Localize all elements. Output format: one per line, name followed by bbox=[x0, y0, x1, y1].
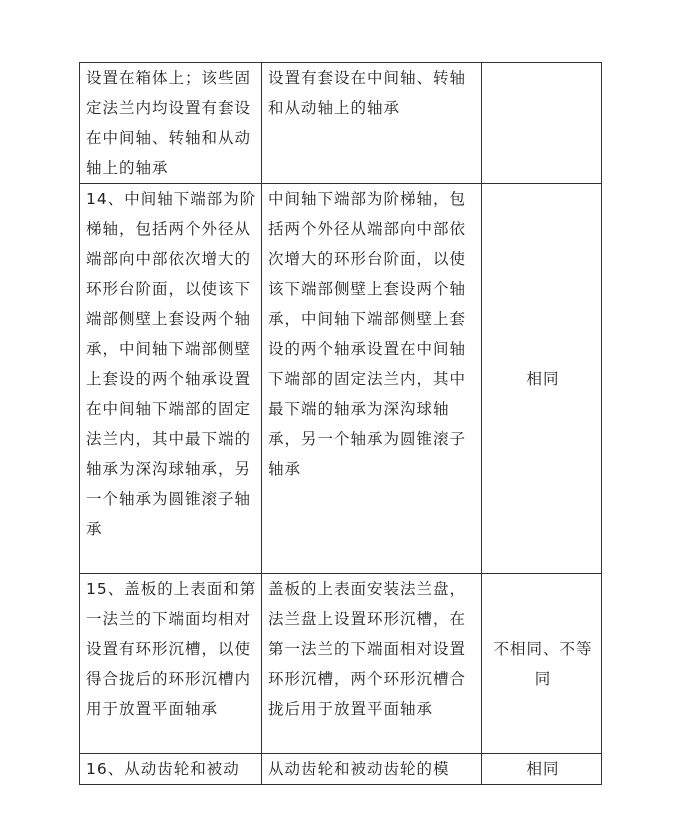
reference-text: 设置有套设在中间轴、转轴和从动轴上的轴承 bbox=[268, 69, 467, 117]
result-text: 不相同、不等同 bbox=[493, 639, 593, 688]
reference-text: 盖板的上表面安装法兰盘，法兰盘上设置环形沉槽，在第一法兰的下端面相对设置环形沉槽，两个环形沉槽合拢后用于放置平面轴承 bbox=[268, 580, 467, 718]
table-row bbox=[80, 63, 602, 184]
result-cell bbox=[482, 63, 602, 184]
reference-cell bbox=[262, 754, 482, 785]
claim-text: 设置在箱体上；该些固定法兰内均设置有套设在中间轴、转轴和从动轴上的轴承 bbox=[86, 69, 252, 177]
result-text: 相同 bbox=[526, 760, 560, 778]
claim-cell bbox=[80, 574, 262, 754]
claim-text: 14、中间轴下端部为阶梯轴，包括两个外径从端部向中部依次增大的环形台阶面，以使该下端部侧壁上套设两个轴承，中间轴下端部侧壁上套设的两个轴承设置在中间轴下端部的固定法兰内，其中最下端的轴承为深沟球轴承，另一个轴承为圆锥滚子轴承 bbox=[86, 190, 257, 538]
reference-cell bbox=[262, 574, 482, 754]
result-cell bbox=[482, 184, 602, 574]
result-cell bbox=[482, 574, 602, 754]
claim-cell bbox=[80, 184, 262, 574]
result-text: 相同 bbox=[526, 369, 560, 388]
claim-cell bbox=[80, 754, 262, 785]
result-cell bbox=[482, 754, 602, 785]
table-row bbox=[80, 184, 602, 574]
claim-text: 15、盖板的上表面和第一法兰的下端面均相对设置有环形沉槽，以使得合拢后的环形沉槽内用于放置平面轴承 bbox=[86, 580, 257, 718]
table-row bbox=[80, 574, 602, 754]
claim-cell bbox=[80, 63, 262, 184]
reference-text: 中间轴下端部为阶梯轴，包括两个外径从端部向中部依次增大的环形台阶面，以使该下端部侧壁上套设两个轴承，中间轴下端部侧壁上套设的两个轴承设置在中间轴下端部的固定法兰内，其中最下端的轴承为深沟球轴承，另一个轴承为圆锥滚子轴承 bbox=[268, 190, 467, 478]
claim-text: 16、从动齿轮和被动 bbox=[86, 760, 240, 778]
reference-cell bbox=[262, 63, 482, 184]
reference-text: 从动齿轮和被动齿轮的模 bbox=[268, 760, 450, 778]
comparison-table bbox=[79, 62, 602, 785]
reference-cell bbox=[262, 184, 482, 574]
table-row bbox=[80, 754, 602, 785]
